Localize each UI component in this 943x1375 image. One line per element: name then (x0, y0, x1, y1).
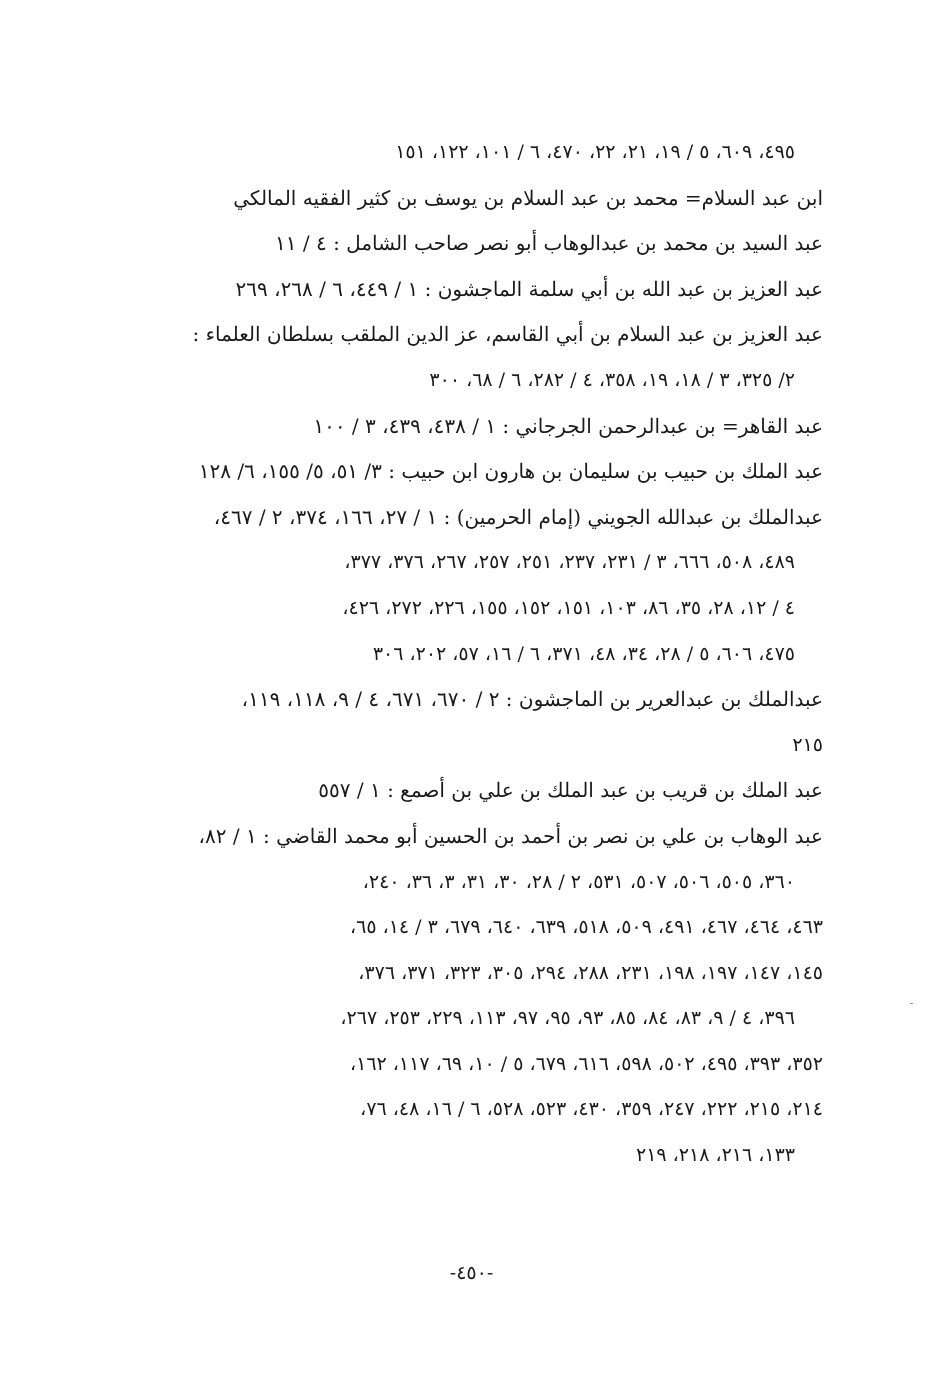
index-line: ٣٦٠، ٥٠٥، ٥٠٦، ٥٠٧، ٥٣١، ٢ / ٢٨، ٣٠، ٣١، ٣، ٣٦، ٢٤٠، (362, 870, 795, 893)
index-line: ٣٩٦، ٤ / ٩، ٨٣، ٨٤، ٨٥، ٩٣، ٩٥، ٩٧، ١١٣، ٢٢٩، ٢٥٣، ٢٦٧، (340, 1007, 795, 1030)
index-line: ٢/ ٣٢٥، ٣ / ١٨، ١٩، ٣٥٨، ٤ / ٢٨٢، ٦ / ٦٨، ٣٠٠ (429, 368, 795, 391)
index-entry: عبدالملك بن عبدالله الجويني (إمام الحرمين) : ١ / ٢٧، ١٦٦، ٣٧٤، ٢ / ٤٦٧، (213, 504, 823, 529)
index-line: ٤٩٥، ٦٠٩، ٥ / ١٩، ٢١، ٢٢، ٤٧٠، ٦ / ١٠١، ١٢٢، ١٥١ (395, 141, 795, 163)
scan-speck (910, 1003, 913, 1004)
index-entry: عبد الملك بن حبيب بن سليمان بن هارون ابن حبيب : ٣/ ٥١، ٥/ ١٥٥، ٦/ ١٢٨ (198, 459, 823, 484)
index-line: ٢١٤، ٢١٥، ٢٢٢، ٢٤٧، ٣٥٩، ٤٣٠، ٥٢٣، ٥٢٨، ٦ / ١٦، ٤٨، ٧٦، (360, 1098, 823, 1121)
index-line: ١٣٣، ٢١٦، ٢١٨، ٢١٩ (635, 1144, 795, 1167)
index-line: ٤ / ١٢، ٢٨، ٣٥، ٨٦، ١٠٣، ١٥١، ١٥٢، ١٥٥، ٢٢٦، ٢٧٢، ٤٢٦، (342, 596, 795, 619)
page-number: -٤٥٠- (449, 1262, 494, 1284)
index-entry: عبد السيد بن محمد بن عبدالوهاب أبو نصر صاحب الشامل : ٤ / ١١ (275, 231, 823, 256)
index-entry: عبد القاهر= بن عبدالرحمن الجرجاني : ١ / ٤٣٨، ٤٣٩، ٣ / ١٠٠ (313, 413, 823, 438)
index-line: ٤٨٩، ٥٠٨، ٦٦٦، ٣ / ٢٣١، ٢٣٧، ٢٥١، ٢٥٧، ٢٦٧، ٣٧٦، ٣٧٧، (344, 551, 795, 574)
index-line: ٣٥٢، ٣٩٣، ٤٩٥، ٥٠٢، ٥٩٨، ٦١٦، ٦٧٩، ٥ / ١٠، ٦٩، ١١٧، ١٦٢، (349, 1052, 823, 1075)
index-entry: عبد الوهاب بن علي بن نصر بن أحمد بن الحسين أبو محمد القاضي : ١ / ٨٢، (198, 823, 823, 848)
index-entry: ابن عبد السلام= محمد بن عبد السلام بن يوسف بن كثير الفقيه المالكي (233, 185, 823, 210)
index-entries (118, 130, 823, 1179)
index-entry: عبدالملك بن عبدالعرير بن الماجشون : ٢ / ٦٧٠، ٦٧١، ٤ / ٩، ١١٨، ١١٩، (241, 687, 823, 712)
index-entry: عبد العزيز بن عبد السلام بن أبي القاسم، عز الدين الملقب بسلطان العلماء : (192, 322, 823, 347)
index-line: ٤٧٥، ٦٠٦، ٥ / ٢٨، ٣٤، ٤٨، ٣٧١، ٦ / ١٦، ٥٧، ٢٠٢، ٣٠٦ (372, 642, 795, 665)
index-line: ١٤٥، ١٤٧، ١٩٧، ١٩٨، ٢٣١، ٢٨٨، ٢٩٤، ٣٠٥، ٣٢٣، ٣٧١، ٣٧٦، (358, 961, 823, 984)
index-entry: عبد الملك بن قريب بن عبد الملك بن علي بن أصمع : ١ / ٥٥٧ (318, 778, 823, 803)
index-line: ٢١٥ (792, 733, 823, 756)
index-line: ٤٦٣، ٤٦٤، ٤٦٧، ٤٩١، ٥٠٩، ٥١٨، ٦٣٩، ٦٤٠، ٦٧٩، ٣ / ١٤، ٦٥، (349, 916, 823, 939)
index-entry: عبد العزيز بن عبد الله بن أبي سلمة الماجشون : ١ / ٤٤٩، ٦ / ٢٦٨، ٢٦٩ (235, 276, 823, 301)
